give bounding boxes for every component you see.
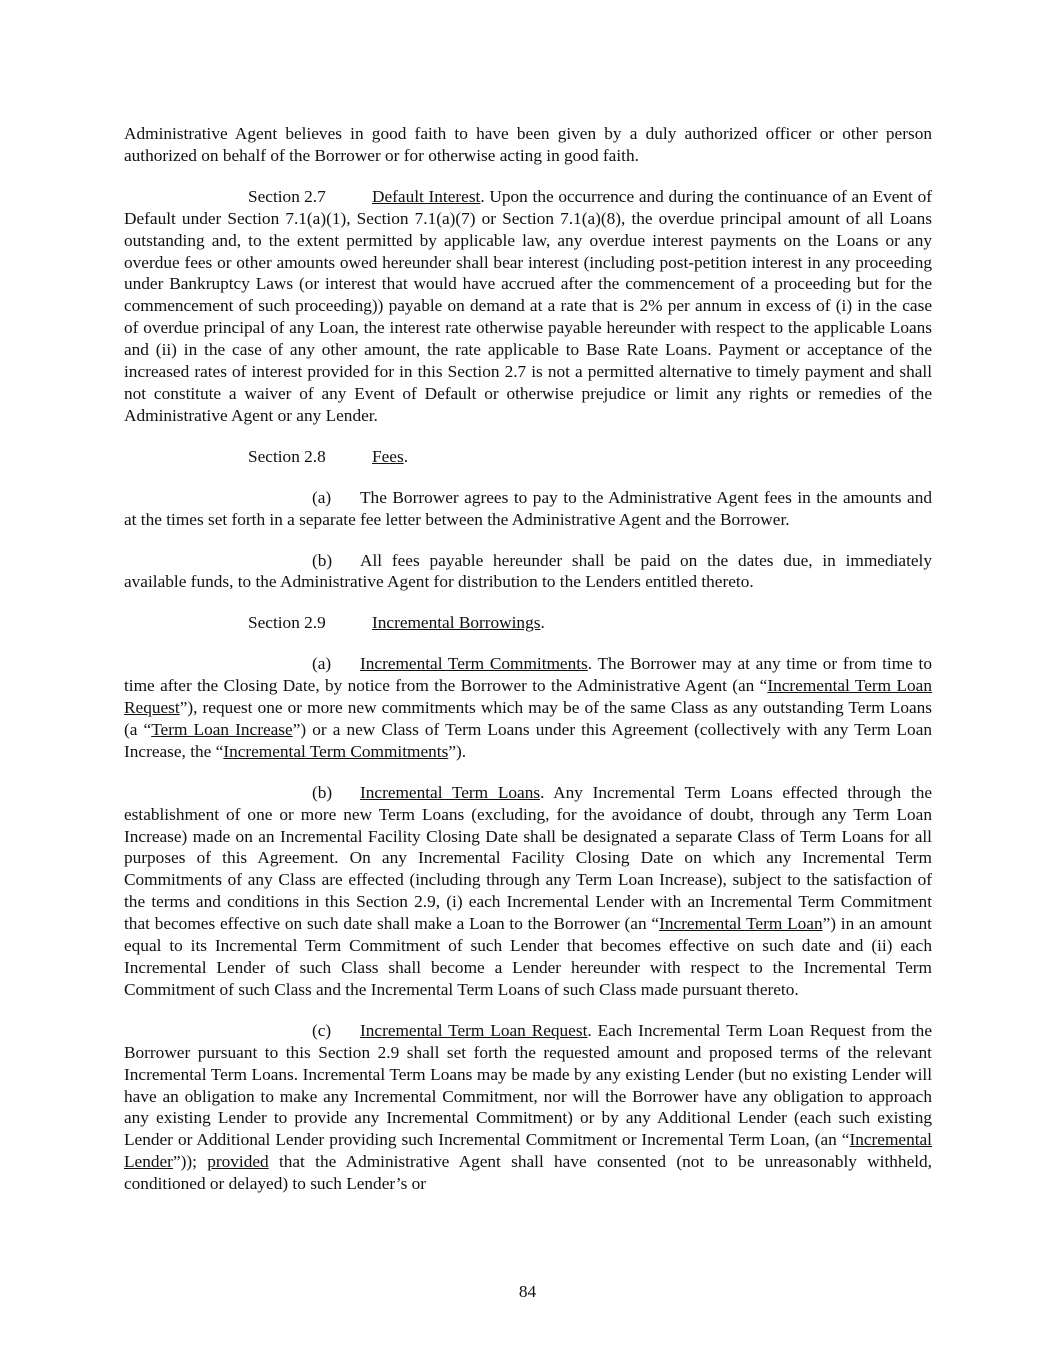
page-number: 84 [518, 1282, 537, 1301]
defined-term: Incremental Term Loan [659, 914, 823, 934]
section-2-8-number: Section 2.8 [248, 446, 326, 466]
clause-label: (b) [312, 782, 333, 802]
section-2-8-title: Fees [372, 446, 404, 466]
clause-title: Incremental Term Commitments [360, 654, 588, 674]
clause-label: (a) [312, 487, 332, 507]
proviso-term: provided [207, 1152, 269, 1172]
section-2-9-title: Incremental Borrowings [372, 613, 541, 633]
section-2-7-paragraph [124, 186, 932, 427]
section-2-9-a: (a) Incremental Term Commitments. The Borrower may at any time or from time to time after the Closing Date, by notice from the Borrower to the Administrative Agent (an “Incremental Term Loan Request”), request one or more new commitments which may be of the same Class as any outstanding Term Loans (a “Term Loan Increase”) or a new Class of Term Loans under this Agreement (collectively with any Term Loan Increase, the “Incremental Term Commitments”). [124, 654, 933, 761]
document-page [124, 123, 932, 1214]
section-2-9-heading: Section 2.9 Incremental Borrowings. [248, 613, 545, 633]
section-2-7-title: Default Interest [372, 186, 481, 206]
defined-term: Term Loan Increase [151, 719, 293, 739]
section-2-9-c: (c) Incremental Term Loan Request. Each Incremental Term Loan Request from the Borrower pursuant to this Section 2.9 shall set forth the requested amount and proposed terms of the relevant Incremental Term Loans. Incremental Term Loans may be made by any existing Lender (but no existing Lender will have an obligation to make any Incremental Commitment, nor will the Borrower have any obligation to approach any existing Lender to provide any Incremental Commitment) or by any Additional Lender (each such existing Lender or Additional Lender providing such Incremental Commitment or Incremental Term Loan, (an “Incremental Lender”)); provided that the Administrative Agent shall have consented (not to be unreasonably withheld, conditioned or delayed) to such Lender’s or [124, 1020, 932, 1194]
clause-label: (b) [312, 550, 333, 570]
intro-paragraph: Administrative Agent believes in good faith to have been given by a duly authorized officer or other person authorized on behalf of the Borrower or for otherwise acting in good faith. [124, 124, 932, 165]
defined-term: Incremental Term Loan Request [124, 676, 932, 718]
clause-label: (c) [312, 1020, 332, 1040]
section-2-9-number: Section 2.9 [248, 613, 326, 633]
section-2-8-a: (a) The Borrower agrees to pay to the Administrative Agent fees in the amounts and at the times set forth in a separate fee letter between the Administrative Agent and the Borrower. [124, 487, 932, 529]
section-2-7-body: . Upon the occurrence and during the continuance of an Event of Default under Section 7.1(a)(1), Section 7.1(a)(7) or Section 7.1(a)(8), the overdue principal amount of all Loans outstanding and, to the extent permitted by applicable law, any overdue interest payments on the Loans or any overdue fees or other amounts owed hereunder shall bear interest (including post-petition interest in any proceeding under Bankruptcy Laws (or interest that would have accrued after the commencement of a proceeding but for the commencement of such proceeding)) payable on demand at a rate that is 2% per annum in excess of (i) in the case of overdue principal of any Loan, the interest rate otherwise payable hereunder with respect to the applicable Loans and (ii) in the case of any other amount, the rate applicable to Base Rate Loans. Payment or acceptance of the increased rates of interest provided for in this Section 2.7 is not a permitted alternative to timely payment and shall not constitute a waiver of any Event of Default or otherwise prejudice or limit any rights or remedies of the Administrative Agent or any Lender. [124, 186, 932, 425]
clause-label: (a) [312, 654, 332, 674]
section-2-8-heading: Section 2.8 Fees. [248, 446, 409, 466]
defined-term: Incremental Term Commitments [223, 741, 449, 761]
section-2-9-b: (b) Incremental Term Loans. Any Incremental Term Loans effected through the establishment of one or more new Term Loans (excluding, for the avoidance of doubt, through any Term Loan Increase) made on an Incremental Facility Closing Date shall be designated a separate Class of Term Loans for all purposes of this Agreement. On any Incremental Facility Closing Date on which any Incremental Term Commitments of any Class are effected (including through any Term Loan Increase), subject to the satisfaction of the terms and conditions in this Section 2.9, (i) each Incremental Lender with an Incremental Term Commitment that becomes effective on such date shall make a Loan to the Borrower (an “Incremental Term Loan”) in an amount equal to its Incremental Term Commitment of such Lender that becomes effective on such date and (ii) each Incremental Lender of such Class shall become a Lender hereunder with respect to the Incremental Term Commitment of such Class and the Incremental Term Loans of such Class made pursuant thereto. [124, 782, 933, 999]
clause-title: Incremental Term Loans [360, 782, 541, 802]
section-2-8-b: (b) All fees payable hereunder shall be paid on the dates due, in immediately available funds, to the Administrative Agent for distribution to the Lenders entitled thereto. [124, 550, 932, 592]
clause-title: Incremental Term Loan Request [360, 1020, 588, 1040]
section-2-7-number: Section 2.7 [248, 186, 326, 206]
defined-term: Incremental Lender [124, 1130, 932, 1172]
